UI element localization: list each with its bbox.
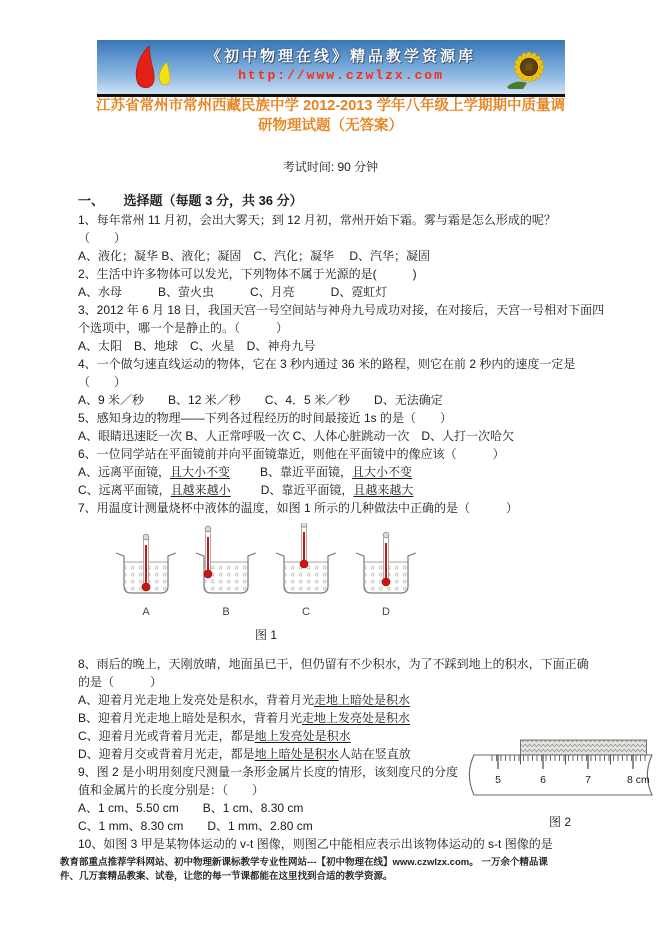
exam-time-label: 考试时间: 90 分钟 xyxy=(282,160,379,174)
q7-stem: 7、用温度计测量烧杯中液体的温度，如图 1 所示的几种做法中正确的是（ ） xyxy=(78,501,519,515)
q6-option-d-underlined: 且越来越大 xyxy=(353,483,414,497)
beaker-a-figure xyxy=(116,534,176,618)
q1-options: A、液化；凝华 B、液化；凝固 C、汽化；凝华 D、汽华；凝固 xyxy=(78,249,431,263)
q2-stem: 2、生活中许多物体可以发光，下列物体不属于光源的是( ) xyxy=(78,267,417,281)
q6-option-b-underlined: 且大小不变 xyxy=(352,465,413,479)
figure2-caption: 图 2 xyxy=(548,815,571,829)
ruler-tick-8cm: 8 cm xyxy=(627,774,650,786)
figure1-beakers xyxy=(106,523,426,643)
page-title xyxy=(40,96,621,136)
q8-stem-line2: 的是（ ） xyxy=(78,675,163,689)
q6-option-row1 xyxy=(78,463,638,481)
beaker-c-label: C xyxy=(302,606,310,618)
ruler-tick-5: 5 xyxy=(495,774,501,786)
beaker-d-label: D xyxy=(382,606,390,618)
q4-stem: 4、一个做匀速直线运动的物体，它在 3 秒内通过 36 米的路程，则它在前 2 秒内的速度一定是 xyxy=(78,357,576,371)
q6-option-b-text: B、靠近平面镜， xyxy=(260,465,353,479)
beaker-a-label: A xyxy=(142,606,150,618)
q3-stem-line2: 个选项中，哪一个是静止的。（ ） xyxy=(78,321,289,335)
banner-title: 《初中物理在线》精品教学资源库 xyxy=(205,48,476,65)
q9-options-cd: C、1 mm、8.30 cm D、1 mm、2.80 cm xyxy=(78,819,313,833)
q6-option-row2 xyxy=(78,481,638,499)
q9-stem-line2: 值和金属片的长度分别是：（ ） xyxy=(78,783,265,797)
footer-line2: 件、几万套精品教案、试卷，让您的每一节课都能在这里找到合适的教学资源。 xyxy=(60,871,393,882)
q6-option-a-underlined: 且大小不变 xyxy=(170,465,231,479)
site-logo-icon xyxy=(125,44,187,97)
page-footer xyxy=(60,856,608,884)
q8-option-a-text: A、迎着月光走地上发亮处是积水，背着月光 xyxy=(78,693,315,707)
q8-option-a-underlined: 走地上暗处是积水 xyxy=(314,693,411,707)
q1-stem: 1、每年常州 11 月初，会出大雾天；到 12 月初，常州开始下霜。雾与霜是怎么形成的呢？ xyxy=(78,213,556,227)
q5-stem: 5、感知身边的物理——下列各过程经历的时间最接近 1s 的是（ ） xyxy=(78,411,453,425)
beaker-b-figure xyxy=(196,526,256,618)
ruler-tick-6: 6 xyxy=(540,774,546,786)
ruler-tick-7: 7 xyxy=(585,774,591,786)
site-banner xyxy=(97,40,565,97)
q3-options: A、太阳 B、地球 C、火星 D、神舟九号 xyxy=(78,339,316,353)
q6-option-c-text: C、远离平面镜， xyxy=(78,483,171,497)
q9-stem-line1: 9、图 2 是小明用刻度尺测量一条形金属片长度的情形，该刻度尺的分度 xyxy=(78,765,459,779)
q4-options: A、9 米／秒 B、12 米／秒 C、4．5 米／秒 D、无法确定 xyxy=(78,393,443,407)
footer-line1: 教育部重点推荐学科网站、初中物理新课标教学专业性网站---【初中物理在线】www.czwlzx.com。 一万余个精品课 xyxy=(60,857,548,868)
q8-option-a xyxy=(78,691,638,709)
figure2-ruler xyxy=(460,738,660,830)
q8-option-d-underlined: 地上暗处是积水 xyxy=(254,747,339,761)
banner-url-link[interactable]: http://www.czwlzx.com xyxy=(238,68,444,83)
q6-stem: 6、一位同学站在平面镜前并向平面镜靠近，则他在平面镜中的像应该（ ） xyxy=(78,447,505,461)
q5-options: A、眼睛迅速眨一次 B、人正常呼吸一次 C、人体心脏跳动一次 D、人打一次哈欠 xyxy=(78,429,515,443)
q2-options: A、水母 B、萤火虫 C、月亮 D、霓虹灯 xyxy=(78,285,388,299)
q6-option-a-text: A、远离平面镜， xyxy=(78,465,171,479)
q8-option-b-text: B、迎着月光走地上暗处是积水，背着月光 xyxy=(78,711,303,725)
q8-option-b xyxy=(78,709,638,727)
figure1-caption: 图 1 xyxy=(254,628,277,642)
beaker-c-figure xyxy=(276,523,336,618)
q8-option-d-text: D、迎着月交或背着月光走，都是 xyxy=(78,747,255,761)
q4-answer-slot: （ ） xyxy=(78,375,127,389)
q8-stem-line1: 8、雨后的晚上，天刚放晴，地面虽已干，但仍留有不少积水，为了不踩到地上的积水，下面正确 xyxy=(78,657,589,671)
q8-option-d-tail: 人站在竖直放 xyxy=(338,747,411,761)
beaker-b-label: B xyxy=(222,606,230,618)
q1-answer-slot: （ ） xyxy=(78,231,127,245)
q10-stem: 10、如图 3 甲是某物体运动的 v-t 图像，则图乙中能相应表示出该物体运动的 s-t 图像的是 xyxy=(78,837,553,851)
q6-option-d-text: D、靠近平面镜， xyxy=(260,483,354,497)
q8-option-c-text: C、迎着月光或背着月光走，都是 xyxy=(78,729,255,743)
q8-option-b-underlined: 走地上发亮处是积水 xyxy=(302,711,411,725)
q3-stem-line1: 3、2012 年 6 月 18 日，我国天宫一号空间站与神舟九号成功对接，在对接后，天宫一号相对下面四 xyxy=(78,303,605,317)
sunflower-icon xyxy=(497,40,563,94)
q6-option-c-underlined: 且越来越小 xyxy=(170,483,231,497)
metal-strip xyxy=(521,740,647,755)
page-title-line2: 研物理试题（无答案） xyxy=(258,118,403,134)
page-title-line1: 江苏省常州市常州西藏民族中学 2012-2013 学年八年级上学期期中质量调 xyxy=(96,98,565,114)
q9-options-ab: A、1 cm、5.50 cm B、1 cm、8.30 cm xyxy=(78,801,304,815)
beaker-d-figure xyxy=(356,532,416,618)
q8-option-c-underlined: 地上发亮处是积水 xyxy=(254,729,351,743)
section-heading: 一、 选择题（每题 3 分，共 36 分） xyxy=(78,193,303,208)
